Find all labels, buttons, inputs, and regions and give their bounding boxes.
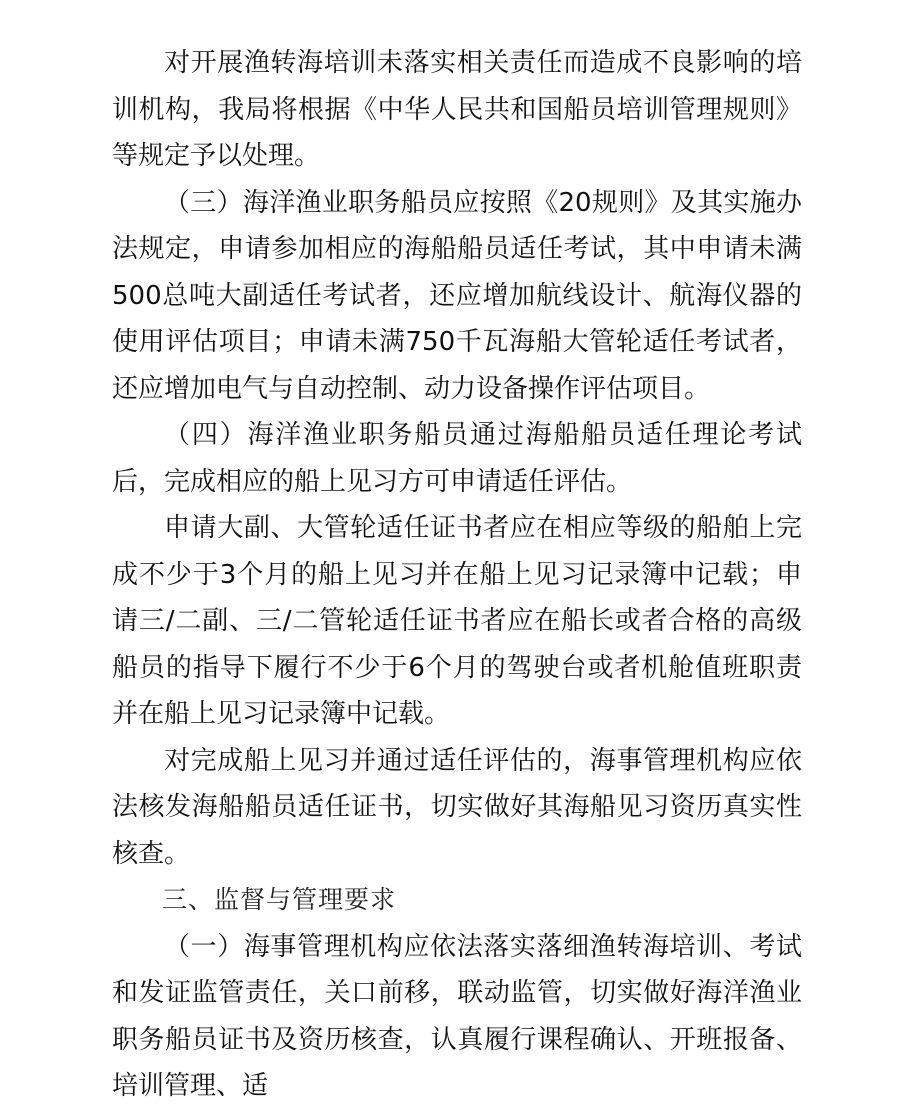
- paragraph-section-4-sea-service: （四）海洋渔业职务船员通过海船船员适任理论考试后，完成相应的船上见习方可申请适任评估。: [112, 420, 802, 497]
- document-body: [112, 40, 802, 1110]
- paragraph-supervision-1: （一）海事管理机构应依法落实落细渔转海培训、考试和发证监管责任，关口前移，联动监管，切实做好海洋渔业职务船员证书及资历核查，认真履行课程确认、开班报备、培训管理、适: [112, 931, 802, 1101]
- paragraph-certificate-issuance: 对完成船上见习并通过适任评估的，海事管理机构应依法核发海船船员适任证书，切实做好其海船见习资历真实性核查。: [112, 745, 802, 869]
- paragraph-training-liability: 对开展渔转海培训未落实相关责任而造成不良影响的培训机构，我局将根据《中华人民共和国船员培训管理规则》等规定予以处理。: [112, 48, 802, 171]
- paragraph-sea-service-duration: 申请大副、大管轮适任证书者应在相应等级的船舶上完成不少于3个月的船上见习并在船上见习记录簿中记载；申请三/二副、三/二管轮适任证书者应在船长或者合格的高级船员的指导下履行不少于6个月的驾驶台或者机舱值班职责并在船上见习记录簿中记载。: [112, 513, 802, 729]
- section-heading-supervision: 三、监督与管理要求: [162, 885, 397, 914]
- paragraph-section-3-exam-requirements: （三）海洋渔业职务船员应按照《20规则》及其实施办法规定，申请参加相应的海船船员适任考试，其中申请未满500总吨大副适任考试者，还应增加航线设计、航海仪器的使用评估项目；申请未满750千瓦海船大管轮适任考试者，还应增加电气与自动控制、动力设备操作评估项目。: [112, 187, 802, 404]
